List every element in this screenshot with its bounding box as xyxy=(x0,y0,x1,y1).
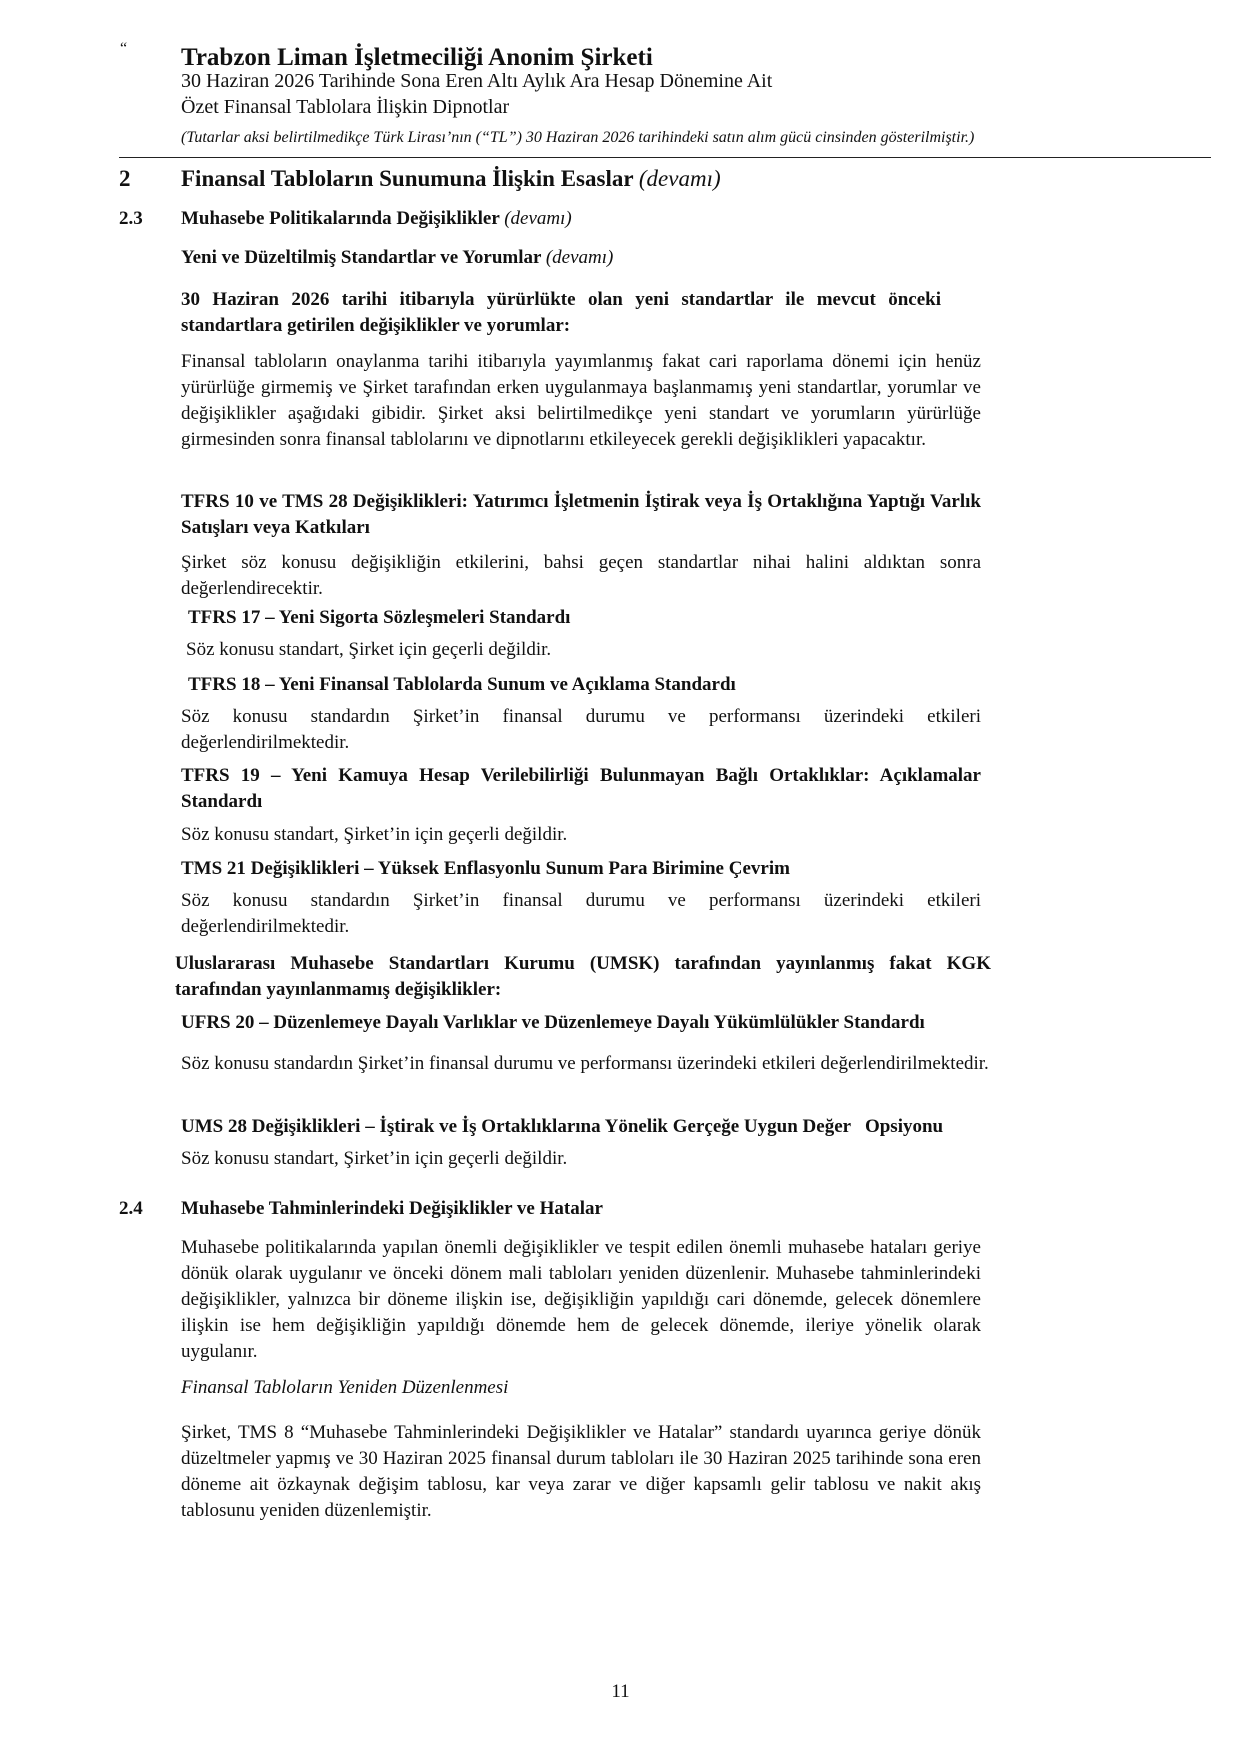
section-2-3-continued: (devamı) xyxy=(504,208,572,229)
restatement-subheading: Finansal Tabloların Yeniden Düzenlenmesi xyxy=(181,1377,509,1398)
header-currency-note: (Tutarlar aksi belirtilmedikçe Türk Lirası’nın (“TL”) 30 Haziran 2026 tarihindeki satın alım gücü cinsinden gösterilmiştir.) xyxy=(181,129,975,146)
tfrs18-body: Söz konusu standardın Şirket’in finansal durumu ve performansı üzerindeki etkileri değerlendirilmektedir. xyxy=(181,706,981,753)
tfrs10-body: Şirket söz konusu değişikliğin etkilerini, bahsi geçen standartlar nihai halini aldıktan sonra değerlendirecektir. xyxy=(181,552,981,599)
section-2-heading xyxy=(181,166,721,192)
tfrs19-body: Söz konusu standart, Şirket’in için geçerli değildir. xyxy=(181,824,568,845)
tms21-body: Söz konusu standardın Şirket’in finansal durumu ve performansı üzerindeki etkileri değerlendirilmektedir. xyxy=(181,890,981,937)
section-2-3-number: 2.3 xyxy=(119,208,143,229)
section-2-4-body: Muhasebe politikalarında yapılan önemli değişiklikler ve tespit edilen önemli muhasebe hataları geriye dönük olarak uygulanır ve önceki dönem mali tabloları yeniden düzenlenir. Muhasebe tahminlerindeki değişiklikler, yalnızca bir döneme ilişkin ise, değişikliğin yapıldığı cari dönemde, gelecek dönemlere ilişkin ise hem değişikliğin yapıldığı dönemde hem de gelecek dönemde, ileriye yönelik olarak uygulanır. xyxy=(181,1237,981,1362)
standards-subheading-continued: (devamı) xyxy=(545,247,614,268)
section-2-4-number: 2.4 xyxy=(119,1198,143,1219)
ums28-heading: UMS 28 Değişiklikleri – İştirak ve İş Ortaklıklarına Yönelik Gerçeğe Uygun Değer Opsiyonu xyxy=(181,1116,944,1137)
section-2-title: Finansal Tabloların Sunumuna İlişkin Esaslar xyxy=(181,166,634,191)
umsk-heading: Uluslararası Muhasebe Standartları Kurumu (UMSK) tarafından yayınlanmış fakat KGK tarafından yayınlanmamış değişiklikler: xyxy=(175,953,991,1000)
standards-subheading-text: Yeni ve Düzeltilmiş Standartlar ve Yorumlar xyxy=(181,247,542,268)
page-number: 11 xyxy=(611,1681,630,1702)
ums28-body: Söz konusu standart, Şirket’in için geçerli değildir. xyxy=(181,1148,568,1169)
tfrs17-body: Söz konusu standart, Şirket için geçerli değildir. xyxy=(186,639,552,660)
tfrs10-heading: TFRS 10 ve TMS 28 Değişiklikleri: Yatırımcı İşletmenin İştirak veya İş Ortaklığına Yaptığı Varlık Satışları veya Katkıları xyxy=(181,491,981,538)
company-name: Trabzon Liman İşletmeciliği Anonim Şirketi xyxy=(181,44,653,71)
header-quote-mark: “ xyxy=(120,40,128,57)
header-divider xyxy=(119,157,1211,158)
tfrs18-heading: TFRS 18 – Yeni Finansal Tablolarda Sunum ve Açıklama Standardı xyxy=(188,674,736,695)
restatement-body: Şirket, TMS 8 “Muhasebe Tahminlerindeki Değişiklikler ve Hatalar” standardı uyarınca geriye dönük düzeltmeler yapmış ve 30 Haziran 2025 finansal durum tabloları ile 30 Haziran 2025 tarihinde sona eren döneme ait özkaynak değişim tablosu, kar veya zarar ve diğer kapsamlı gelir tablosu ve nakit akış tablosunu yeniden düzenlemiştir. xyxy=(181,1422,981,1521)
tfrs19-heading: TFRS 19 – Yeni Kamuya Hesap Verilebilirliği Bulunmayan Bağlı Ortaklıklar: Açıklamalar Standardı xyxy=(181,765,981,812)
tms21-heading: TMS 21 Değişiklikleri – Yüksek Enflasyonlu Sunum Para Birimine Çevrim xyxy=(181,858,790,879)
section-2-3-title: Muhasebe Politikalarında Değişiklikler xyxy=(181,208,500,229)
ufrs20-heading: UFRS 20 – Düzenlemeye Dayalı Varlıklar ve Düzenlemeye Dayalı Yükümlülükler Standardı xyxy=(181,1012,925,1033)
section-2-3-heading xyxy=(181,208,572,230)
standards-subheading xyxy=(181,247,613,269)
section-2-continued: (devamı) xyxy=(638,166,721,191)
effective-standards-heading: 30 Haziran 2026 tarihi itibarıyla yürürlükte olan yeni standartlar ile mevcut önceki standartlara getirilen değişiklikler ve yorumlar: xyxy=(181,289,941,336)
header-notes-line: Özet Finansal Tablolara İlişkin Dipnotlar xyxy=(181,96,510,118)
ufrs20-body: Söz konusu standardın Şirket’in finansal durumu ve performansı üzerindeki etkileri değerlendirilmektedir. xyxy=(181,1053,989,1074)
tfrs17-heading: TFRS 17 – Yeni Sigorta Sözleşmeleri Standardı xyxy=(188,607,571,628)
header-period-line: 30 Haziran 2026 Tarihinde Sona Eren Altı Aylık Ara Hesap Dönemine Ait xyxy=(181,70,773,92)
intro-paragraph: Finansal tabloların onaylanma tarihi itibarıyla yayımlanmış fakat cari raporlama dönemi için henüz yürürlüğe girmemiş ve Şirket tarafından erken uygulanmaya başlanmamış yeni standartlar, yorumlar ve değişiklikler aşağıdaki gibidir. Şirket aksi belirtilmedikçe yeni standart ve yorumların yürürlüğe girmesinden sonra finansal tablolarını ve dipnotlarını etkileyecek gerekli değişiklikleri yapacaktır. xyxy=(181,351,981,450)
section-2-4-title: Muhasebe Tahminlerindeki Değişiklikler ve Hatalar xyxy=(181,1198,603,1219)
section-2-number: 2 xyxy=(119,166,131,191)
